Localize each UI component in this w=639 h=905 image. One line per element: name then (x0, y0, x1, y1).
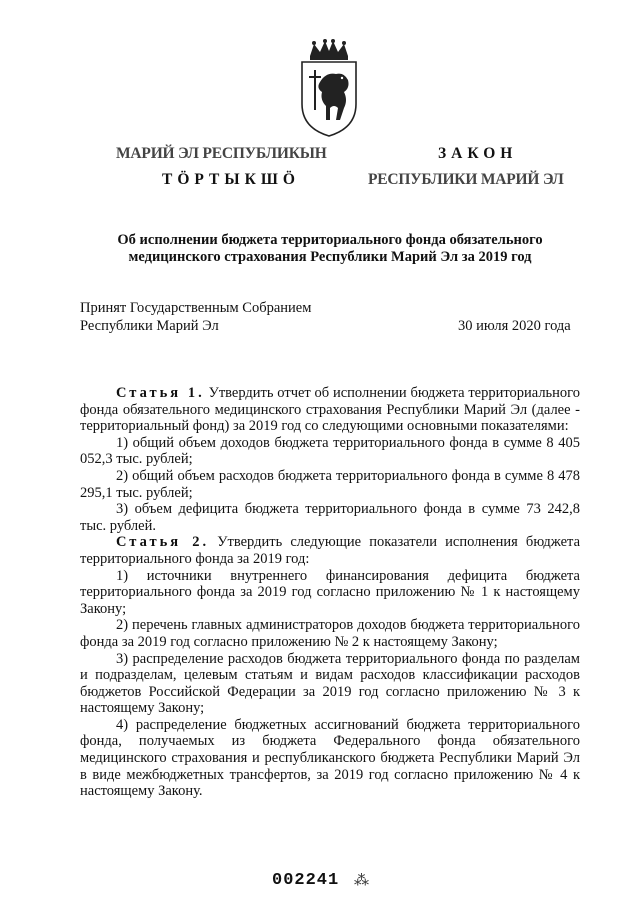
article-2-intro (80, 534, 580, 567)
law-body (80, 385, 580, 800)
header-republic-ru: РЕСПУБЛИКИ МАРИЙ ЭЛ (368, 171, 564, 188)
coat-of-arms-emblem (296, 38, 362, 138)
header-law-mari: ТӦРТЫКШӦ (162, 171, 300, 188)
article-1-label: Статья 1. (116, 385, 205, 401)
document-title (70, 232, 590, 266)
article-2-text: Утвердить следующие показатели исполнения бюджета территориального фонда за 2019 год: (80, 534, 580, 567)
document-serial-number: 002241 (272, 871, 340, 890)
article-1-intro (80, 385, 580, 435)
adoption-line-1: Принят Государственным Собранием (80, 300, 312, 316)
article-2-label: Статья 2. (116, 534, 210, 551)
article-2-item: 3) распределение расходов бюджета территориального фонда по разделам и подразделам, целевым статьям и видам расходов классификации расходов бюджетов Российской Федерации за 2019 год согласно приложению № 3 к настоящему Закону; (80, 650, 580, 717)
header-law-ru: ЗАКОН (438, 145, 518, 162)
adoption-note (80, 300, 311, 335)
article-2-item: 4) распределение бюджетных ассигнований бюджета территориального фонда, получаемых из бюджета Федерального фонда обязательного медицинского страхования и республиканского бюджета Республики Марий Эл в виде межбюджетных трансфертов, за 2019 год согласно приложению № 4 к настоящему Закону. (80, 716, 580, 800)
header-republic-mari: МАРИЙ ЭЛ РЕСПУБЛИКЫН (116, 145, 327, 162)
article-1-item: 3) объем дефицита бюджета территориального фонда в сумме 73 242,8 тыс. рублей. (80, 501, 580, 534)
article-1-item: 1) общий объем доходов бюджета территориального фонда в сумме 8 405 052,3 тыс. рублей; (80, 434, 580, 468)
article-1-text: Утвердить отчет об исполнении бюджета территориального фонда обязательного медицинского страхования Республики Марий Эл (далее - территориальный фонд) за 2019 год со следующими основными показателями: (80, 385, 581, 435)
adoption-line-2: Республики Марий Эл (80, 317, 219, 334)
title-line-2: медицинского страхования Республики Марий Эл за 2019 год (128, 249, 532, 265)
article-2-item: 1) источники внутреннего финансирования дефицита бюджета территориального фонда за 2019 год согласно приложению № 1 к настоящему Закону; (80, 567, 580, 617)
article-1-item: 2) общий объем расходов бюджета территориального фонда в сумме 8 478 295,1 тыс. рублей; (80, 467, 580, 501)
title-line-1: Об исполнении бюджета территориального фонда обязательного (117, 232, 543, 248)
article-2-item: 2) перечень главных администраторов доходов бюджета территориального фонда за 2019 год согласно приложению № 2 к настоящему Закону; (80, 617, 580, 650)
footer-ornament-icon: ⁂ (354, 873, 369, 889)
adoption-date: 30 июля 2020 года (458, 318, 571, 334)
